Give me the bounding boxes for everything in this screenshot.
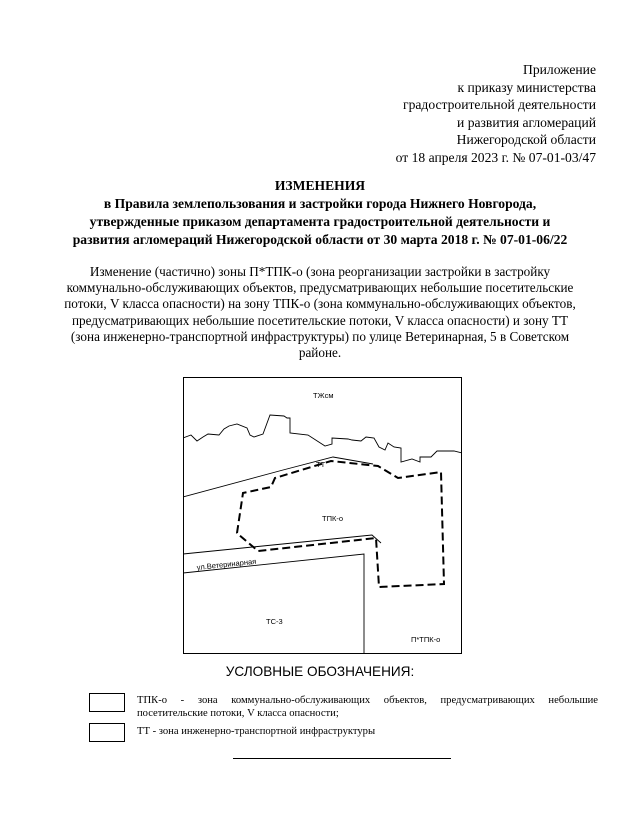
title-line: утвержденные приказом департамента градостроительной деятельности и (89, 214, 551, 229)
closing-rule (233, 758, 451, 759)
appendix-line: и развития агломераций (457, 114, 596, 130)
legend-item-text: ТТ - зона инженерно-транспортной инфраструктуры (137, 726, 376, 737)
legend-item (89, 725, 598, 738)
appendix-line: Нижегородской области (456, 132, 596, 148)
title-line: развития агломераций Нижегородской области от 30 марта 2018 г. № 07-01-06/22 (72, 232, 568, 247)
appendix-line: к приказу министерства (457, 79, 596, 95)
label-ts3: ТС-3 (266, 617, 283, 626)
legend-swatch (89, 723, 125, 742)
legend-title: УСЛОВНЫЕ ОБОЗНАЧЕНИЯ: (225, 664, 415, 679)
label-ptpk: П*ТПК-о (411, 635, 441, 644)
appendix-block (396, 61, 596, 167)
title-heading: ИЗМЕНЕНИЯ (274, 178, 366, 193)
title-line: в Правила землепользования и застройки города Нижнего Новгорода, (103, 196, 537, 211)
legend-swatch (89, 693, 125, 712)
label-tpk: ТПК-о (322, 514, 344, 523)
legend (89, 693, 598, 738)
label-street: ул.Ветеринарная (196, 556, 257, 572)
zoning-map (183, 377, 462, 654)
legend-item-text: ТПК-о - зона коммунально-обслуживающих объектов, предусматривающих небольшие посетительские потоки, V класса опасности; (137, 695, 598, 719)
label-tt: ТТ (316, 460, 326, 469)
appendix-line: градостроительной деятельности (403, 97, 596, 113)
label-tzhsm: ТЖсм (313, 391, 334, 400)
appendix-line: Приложение (523, 62, 596, 77)
legend-item (89, 693, 598, 720)
document-title (20, 177, 620, 249)
change-description: Изменение (частично) зоны П*ТПК-о (зона реорганизации застройки в застройку коммунально-обслуживающих объектов, предусматривающих небольшие посетительские потоки, V класса опасности) на зону ТПК-о (зона коммунально-обслуживающих объектов, предусматривающих небольшие посетительские потоки, V класса опасности) и зону ТТ (зона инженерно-транспортной инфраструктуры) по улице Ветеринарная, 5 в Советском районе. (64, 264, 576, 361)
appendix-line: от 18 апреля 2023 г. № 07-01-03/47 (395, 149, 596, 165)
